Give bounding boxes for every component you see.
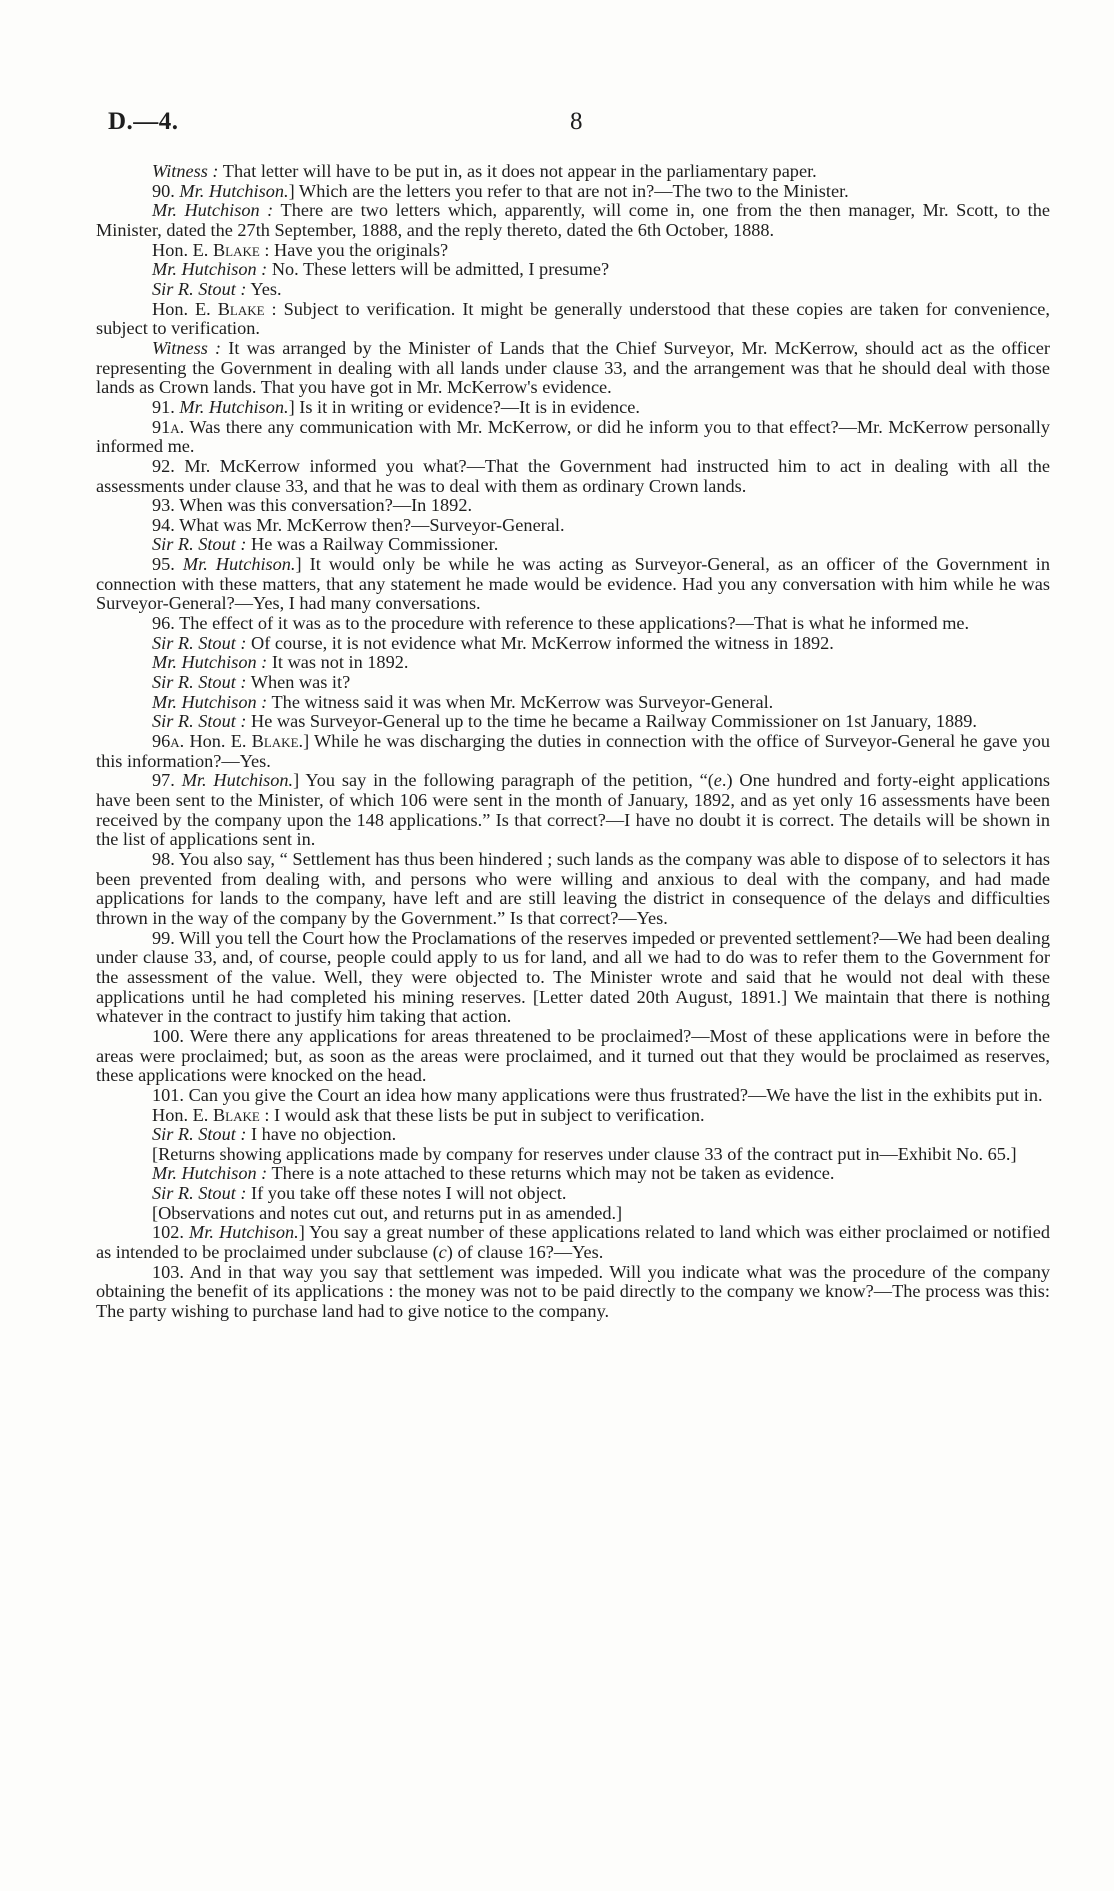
paragraph	[96, 1086, 1050, 1106]
text-run: Of course, it is not evidence what Mr. McKerrow informed the witness in 1892.	[246, 632, 834, 653]
text-run: 101. Can you give the Court an idea how many applications were thus frustrated?—We have the list in the exhibits put in.	[152, 1084, 1043, 1105]
italic-text: Sir R. Stout :	[152, 278, 247, 299]
paragraph	[96, 555, 1050, 614]
text-run: ] It would only be while he was acting as Surveyor-General, as an officer of the Government in connection with these matters, that any statement he made would be evidence. Had you any conversation with him while he was Surveyor-General?—Yes, I had many conversations.	[96, 554, 1050, 614]
text-run: . Hon. E.	[179, 731, 252, 752]
italic-text: Sir R. Stout :	[152, 711, 247, 732]
italic-text: Mr. Hutchison.	[189, 1222, 299, 1243]
text-run: Hon. E.	[152, 298, 218, 319]
text-run: : Have you the originals?	[259, 239, 449, 260]
text-run: . Was there any communication with Mr. McKerrow, or did he inform you to that effect?—Mr. McKerrow personally informed me.	[96, 416, 1050, 457]
italic-text: c	[438, 1242, 447, 1263]
paragraph	[96, 1204, 1050, 1224]
paragraph	[96, 693, 1050, 713]
paragraph	[96, 457, 1050, 496]
paragraph	[96, 182, 1050, 202]
text-run: .) One hundred and forty-eight applications have been sent to the Minister, of which 106 were sent in the month of January, 1892, and as yet only 16 assessments have been received by the company upon the 148 applications.” Is that correct?—I have no doubt it is correct. The details will be shown in the list of applications sent in.	[96, 770, 1051, 850]
italic-text: Witness :	[152, 161, 219, 181]
text-run: ] You say a great number of these applications related to land which was either proclaimed or notified as intended to be proclaimed under subclause (	[96, 1222, 1050, 1263]
paragraph	[96, 418, 1050, 457]
italic-text: Mr. Hutchison :	[152, 691, 268, 712]
italic-text: Witness :	[152, 337, 222, 358]
small-caps-text: Blake	[217, 298, 265, 319]
text-run: He was Surveyor-General up to the time he became a Railway Commissioner on 1st January, 1889.	[246, 711, 977, 732]
text-run: 94. What was Mr. McKerrow then?—Surveyor-General.	[152, 514, 565, 535]
text-run: 103. And in that way you say that settlement was impeded. Will you indicate what was the procedure of the company obtaining the benefit of its applications : the money was not to be paid directly to the company we know?—The process was this: The party wishing to purchase land had to give notice to the company.	[96, 1261, 1050, 1322]
text-run: 95.	[152, 554, 183, 575]
italic-text: Mr. Hutchison :	[152, 652, 268, 673]
italic-text: Mr. Hutchison.	[181, 770, 294, 791]
small-caps-text: Blake	[251, 731, 299, 752]
italic-text: Mr. Hutchison :	[152, 200, 274, 221]
paragraph	[96, 535, 1050, 555]
small-caps-text: a	[170, 731, 180, 752]
small-caps-text: a	[170, 416, 180, 437]
text-run: [Observations and notes cut out, and returns put in as amended.]	[152, 1202, 623, 1223]
page-header	[108, 108, 1048, 142]
text-run: Hon. E.	[152, 1104, 213, 1125]
paragraph	[96, 339, 1050, 398]
text-run: When was it?	[246, 672, 351, 693]
paragraph	[96, 634, 1050, 654]
paragraph	[96, 1027, 1050, 1086]
paragraph	[96, 771, 1050, 850]
paragraph	[96, 496, 1050, 516]
text-run: It was not in 1892.	[267, 652, 409, 673]
text-run: 91	[152, 416, 171, 437]
italic-text: Sir R. Stout :	[152, 1124, 247, 1145]
paragraph	[96, 929, 1050, 1027]
paragraph	[96, 1164, 1050, 1184]
paragraph	[96, 673, 1050, 693]
page-number: 8	[570, 108, 583, 135]
paragraph	[96, 300, 1050, 339]
paragraph	[96, 1263, 1050, 1322]
paragraph	[96, 1145, 1050, 1165]
italic-text: e	[713, 770, 722, 791]
document-id: D.—4.	[108, 108, 179, 135]
small-caps-text: Blake	[212, 1104, 260, 1125]
text-run: 102.	[152, 1222, 190, 1243]
italic-text: Mr. Hutchison :	[152, 1163, 268, 1184]
paragraph	[96, 241, 1050, 261]
text-run: ) of clause 16?—Yes.	[446, 1242, 604, 1263]
text-run: 91.	[152, 396, 180, 417]
italic-text: Sir R. Stout :	[152, 672, 247, 693]
paragraph	[96, 653, 1050, 673]
italic-text: Sir R. Stout :	[152, 632, 247, 653]
text-run: 99. Will you tell the Court how the Proclamations of the reserves impeded or prevented settlement?—We had been dealing under clause 33, and, of course, people could apply to us for land, and all we had to do was to refer them to the Government for the assessment of the value. Well, they were objected to. The Minister wrote and said that he would not deal with these applications until he had completed his mining reserves. [Letter dated 20th August, 1891.] We maintain that there is nothing whatever in the contract to justify him taking that action.	[96, 927, 1050, 1027]
text-run: There is a note attached to these returns which may not be taken as evidence.	[267, 1163, 835, 1184]
text-run: I have no objection.	[246, 1124, 397, 1145]
text-run: : I would ask that these lists be put in subject to verification.	[259, 1104, 705, 1125]
text-run: ] Is it in writing or evidence?—It is in evidence.	[288, 396, 640, 417]
text-run: 92. Mr. McKerrow informed you what?—That the Government had instructed him to act in dealing with all the assessments under clause 33, and that he was to deal with them as ordinary Crown lands.	[96, 455, 1050, 496]
italic-text: Mr. Hutchison.	[179, 180, 289, 201]
text-run: 90.	[152, 180, 180, 201]
paragraph	[96, 280, 1050, 300]
italic-text: Mr. Hutchison.	[179, 396, 289, 417]
paragraph	[96, 732, 1050, 771]
paragraph	[96, 1106, 1050, 1126]
text-run: 96. The effect of it was as to the procedure with reference to these applications?—That is what he informed me.	[152, 613, 970, 634]
text-run: Hon. E.	[152, 239, 213, 260]
italic-text: Sir R. Stout :	[152, 534, 247, 555]
text-run: ] You say in the following paragraph of the petition, “(	[293, 770, 714, 791]
italic-text: Mr. Hutchison.	[182, 554, 296, 575]
text-run: There are two letters which, apparently, will come in, one from the then manager, Mr. Scott, to the Minister, dated the 27th September, 1888, and the reply thereto, dated the 6th October, 1888.	[96, 200, 1051, 240]
text-run: Yes.	[246, 278, 282, 299]
paragraph	[96, 614, 1050, 634]
text-run: 96	[152, 731, 171, 752]
paragraph	[96, 201, 1050, 240]
italic-text: Sir R. Stout :	[152, 1183, 247, 1204]
text-run: 93. When was this conversation?—In 1892.	[152, 495, 473, 516]
text-run: [Returns showing applications made by company for reserves under clause 33 of the contract put in—Exhibit No. 65.]	[152, 1143, 1017, 1164]
small-caps-text: Blake	[212, 239, 260, 260]
text-run: The witness said it was when Mr. McKerrow was Surveyor-General.	[267, 691, 774, 712]
paragraph	[96, 260, 1050, 280]
paragraph	[96, 1223, 1050, 1262]
paragraph	[96, 162, 1050, 182]
text-run: : Subject to verification. It might be generally understood that these copies are taken for convenience, subject to verification.	[96, 298, 1050, 339]
body-text	[96, 162, 1050, 1322]
text-run: .] While he was discharging the duties in connection with the office of Surveyor-General he gave you this information?—Yes.	[96, 731, 1051, 771]
paragraph	[96, 398, 1050, 418]
paragraph	[96, 1125, 1050, 1145]
text-run: 98. You also say, “ Settlement has thus been hindered ; such lands as the company was able to dispose of to selectors it has been prevented from dealing with, and persons who were willing and anxious to deal with the company, and had made applications for lands to the company, have left and are still leaving the district in consequence of the delays and difficulties thrown in the way of the company by the Government.” Is that correct?—Yes.	[96, 848, 1050, 928]
paragraph	[96, 850, 1050, 929]
text-run: It was arranged by the Minister of Lands that the Chief Surveyor, Mr. McKerrow, should act as the officer representing the Government in dealing with all lands under clause 33, and the arrangement was that he should deal with those lands as Crown lands. That you have got in Mr. McKerrow's evidence.	[96, 337, 1050, 398]
text-run: 97.	[152, 770, 182, 791]
text-run: That letter will have to be put in, as it does not appear in the parliamentary paper.	[218, 161, 817, 181]
paragraph	[96, 712, 1050, 732]
text-run: No. These letters will be admitted, I presume?	[267, 259, 610, 280]
italic-text: Mr. Hutchison :	[152, 259, 268, 280]
text-run: He was a Railway Commissioner.	[246, 534, 499, 555]
paragraph	[96, 516, 1050, 536]
paragraph	[96, 1184, 1050, 1204]
text-run: ] Which are the letters you refer to that are not in?—The two to the Minister.	[288, 180, 849, 201]
text-run: If you take off these notes I will not object.	[246, 1183, 567, 1204]
text-run: 100. Were there any applications for areas threatened to be proclaimed?—Most of these applications were in before the areas were proclaimed; but, as soon as the areas were proclaimed, and it turned out that they would be proclaimed as reserves, these applications were knocked on the head.	[96, 1025, 1050, 1086]
